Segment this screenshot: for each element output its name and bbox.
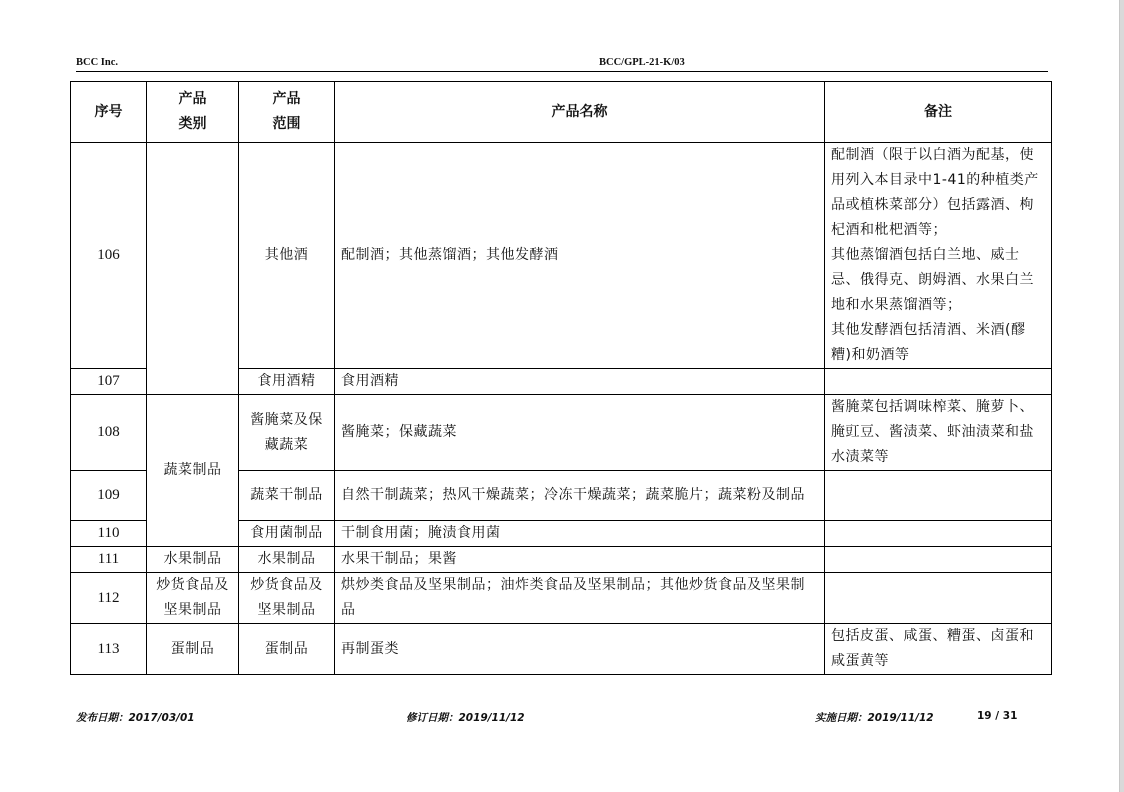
company-name: BCC Inc. [76,57,119,68]
page-footer [0,710,1124,726]
document-code: BCC/GPL-21-K/03 [599,57,685,68]
note-cell [825,471,1052,521]
note-cell [825,547,1052,573]
product-name-cell: 烘炒类食品及坚果制品；油炸类食品及坚果制品；其他炒货食品及坚果制品 [335,573,825,624]
header-row [71,82,1052,143]
seq-cell: 107 [71,369,147,395]
category-cell [147,143,239,395]
implementation-date: 实施日期：2019/11/12 [815,712,934,724]
scope-cell: 酱腌菜及保藏蔬菜 [239,395,335,471]
table-row [71,624,1052,675]
scope-cell: 蛋制品 [239,624,335,675]
note-cell: 配制酒（限于以白酒为配基，使用列入本目录中1-41的种植类产品或植株菜部分）包括露酒、枸杞酒和枇杷酒等； 其他蒸馏酒包括白兰地、威士忌、俄得克、朗姆酒、水果白兰地和水果蒸馏酒等； 其他发酵酒包括清酒、米酒(醪糟)和奶酒等 [825,143,1052,369]
category-cell: 蛋制品 [147,624,239,675]
product-name-cell: 酱腌菜；保藏蔬菜 [335,395,825,471]
product-name-cell: 再制蛋类 [335,624,825,675]
category-cell: 水果制品 [147,547,239,573]
seq-cell: 113 [71,624,147,675]
scope-cell: 水果制品 [239,547,335,573]
seq-cell: 110 [71,521,147,547]
product-name-cell: 配制酒；其他蒸馏酒；其他发酵酒 [335,143,825,369]
seq-cell: 109 [71,471,147,521]
note-cell: 酱腌菜包括调味榨菜、腌萝卜、腌豇豆、酱渍菜、虾油渍菜和盐水渍菜等 [825,395,1052,471]
category-cell: 炒货食品及坚果制品 [147,573,239,624]
note-cell [825,521,1052,547]
product-name-cell: 食用酒精 [335,369,825,395]
publish-date: 发布日期：2017/03/01 [76,712,195,724]
product-table [70,81,1052,675]
note-cell [825,573,1052,624]
header-name: 产品名称 [335,82,825,143]
header-category: 产品 类别 [147,82,239,143]
product-name-cell: 干制食用菌；腌渍食用菌 [335,521,825,547]
scope-cell: 食用菌制品 [239,521,335,547]
note-cell [825,369,1052,395]
page-header [76,57,1048,72]
scope-cell: 炒货食品及坚果制品 [239,573,335,624]
header-note: 备注 [825,82,1052,143]
scope-cell: 蔬菜干制品 [239,471,335,521]
page-edge [1119,0,1124,792]
product-name-cell: 自然干制蔬菜；热风干燥蔬菜；冷冻干燥蔬菜；蔬菜脆片；蔬菜粉及制品 [335,471,825,521]
table-row [71,395,1052,471]
header-scope: 产品 范围 [239,82,335,143]
seq-cell: 112 [71,573,147,624]
table-row [71,573,1052,624]
table-row [71,547,1052,573]
seq-cell: 111 [71,547,147,573]
table-row [71,143,1052,369]
category-cell: 蔬菜制品 [147,395,239,547]
revision-date: 修订日期：2019/11/12 [406,712,525,724]
scope-cell: 其他酒 [239,143,335,369]
seq-cell: 108 [71,395,147,471]
scope-cell: 食用酒精 [239,369,335,395]
note-cell: 包括皮蛋、咸蛋、糟蛋、卤蛋和咸蛋黄等 [825,624,1052,675]
page-number: 19 / 31 [977,710,1018,722]
product-name-cell: 水果干制品；果酱 [335,547,825,573]
header-seq: 序号 [71,82,147,143]
seq-cell: 106 [71,143,147,369]
